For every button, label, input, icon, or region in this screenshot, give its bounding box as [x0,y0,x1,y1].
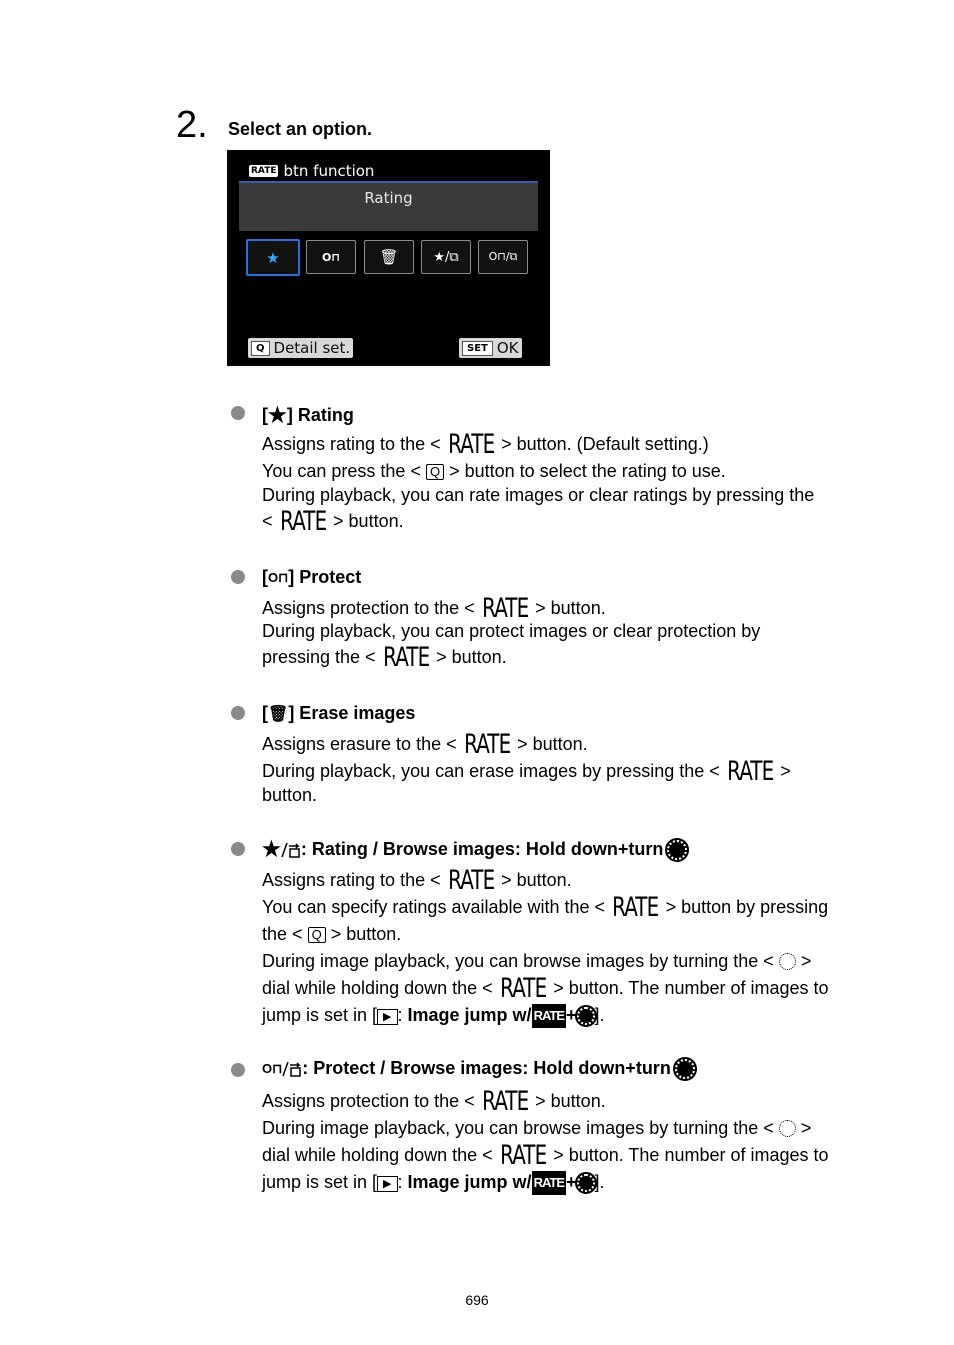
set-button-icon: SET [462,341,493,356]
rate-button-icon: RATE [726,756,774,787]
text-line: Assigns erasure to the < RATE > button. [262,729,588,760]
rate-button-icon: RATE [612,892,659,923]
text-line: jump is set in [ ▶ : Image jump w/ RATE + ]. [262,1171,605,1195]
rate-button-icon: RATE [463,729,511,760]
selected-option-label: Rating [364,189,413,207]
rate-button-icon: RATE [447,865,495,896]
text-line: the < Q > button. [262,924,402,944]
step-title: Select an option. [228,119,373,139]
star-icon: ★ [262,838,281,861]
text-line: During playback, you can protect images or clear protection by [262,621,761,641]
text-line: Assigns rating to the < RATE > button. (Default setting.) [262,429,709,460]
item-title-protect-browse: O⊓ : Protect / Browse images: Hold down+turn [262,1058,695,1079]
detail-set-button[interactable] [248,338,353,358]
item-title-rating-browse: ★ : Rating / Browse images: Hold down+turn [262,837,687,862]
rate-button-icon: RATE [481,1086,529,1117]
q-button-icon: Q [308,927,326,943]
bullet [231,706,245,720]
star-icon: ★ [266,248,280,267]
main-dial-icon [577,1007,595,1025]
browse-icon [281,841,301,859]
trash-icon: 🗑 [268,705,289,723]
rate-button-icon: RATE [279,506,326,537]
text-line: During playback, you can rate images or clear ratings by pressing the [262,485,815,505]
text-line: < RATE > button. [262,506,404,537]
q-button-icon: Q [251,341,270,356]
q-button-icon: Q [426,464,444,480]
main-dial-icon [577,1174,595,1192]
text-line: button. [262,785,318,805]
rate-chip-icon: RATE [532,1004,566,1028]
key-browse-icon: O⊓/⧉ [488,250,518,263]
page-number: 696 [465,1292,489,1308]
item-title-protect: [ O⊓ ] Protect [262,567,362,587]
item-title-rating: [ ★ ] Rating [262,404,354,427]
playback-icon: ▶ [377,1176,397,1192]
rate-button-icon: RATE [382,642,429,673]
trash-icon: 🗑 [379,248,399,266]
browse-icon [282,1060,302,1078]
camera-screen [227,150,550,366]
main-dial-icon [667,840,687,860]
bullet [231,406,245,420]
rate-chip-icon: RATE [251,166,277,176]
star-icon: ★ [268,404,287,427]
ok-label: OK [496,339,519,357]
text-line: Assigns rating to the < RATE > button. [262,865,572,896]
rate-button-icon: RATE [499,1140,547,1171]
text-line: You can specify ratings available with the < RATE > button by pressing [262,892,829,923]
text-line: pressing the < RATE > button. [262,642,507,673]
text-line: Assigns protection to the < RATE > button. [262,1086,606,1117]
text-line: dial while holding down the < RATE > button. The number of images to [262,973,829,1004]
bullet [231,842,245,856]
option-protect-browse[interactable] [478,240,528,274]
text-line: You can press the < Q > button to select the rating to use. [262,461,726,481]
screen-header [249,162,374,180]
key-icon: O⊓ [262,1060,283,1076]
option-rating[interactable] [246,239,300,276]
item-title-erase: [ 🗑 ] Erase images [262,703,416,723]
step-number: 2. [176,104,208,146]
selected-option-band [239,183,538,231]
option-protect[interactable] [306,240,356,274]
rate-chip-icon: RATE [532,1171,566,1195]
rate-button-icon: RATE [481,593,529,624]
text-line: jump is set in [ ▶ : Image jump w/ RATE + ]. [262,1004,605,1028]
ok-button[interactable] [459,338,522,358]
star-browse-icon: ★/⧉ [433,249,459,265]
option-rating-browse[interactable] [421,240,471,274]
text-line: During image playback, you can browse images by turning the < > [262,951,812,971]
rate-button-icon: RATE [447,429,495,460]
main-dial-icon [779,1120,796,1137]
screen-header-label: btn function [283,162,375,180]
option-erase[interactable] [364,240,414,274]
detail-set-label: Detail set. [273,339,351,357]
text-line: During image playback, you can browse images by turning the < > [262,1118,812,1138]
key-icon: O⊓ [268,569,289,585]
main-dial-icon [779,953,796,970]
bullet [231,1063,245,1077]
rate-button-icon: RATE [499,973,547,1004]
bullet [231,570,245,584]
key-icon: O⊓ [321,250,341,264]
main-dial-icon [675,1059,695,1079]
text-line: dial while holding down the < RATE > button. The number of images to [262,1140,829,1171]
text-line: Assigns protection to the < RATE > button. [262,593,606,624]
text-line: During playback, you can erase images by pressing the < RATE > [262,756,791,787]
playback-icon: ▶ [377,1009,397,1025]
